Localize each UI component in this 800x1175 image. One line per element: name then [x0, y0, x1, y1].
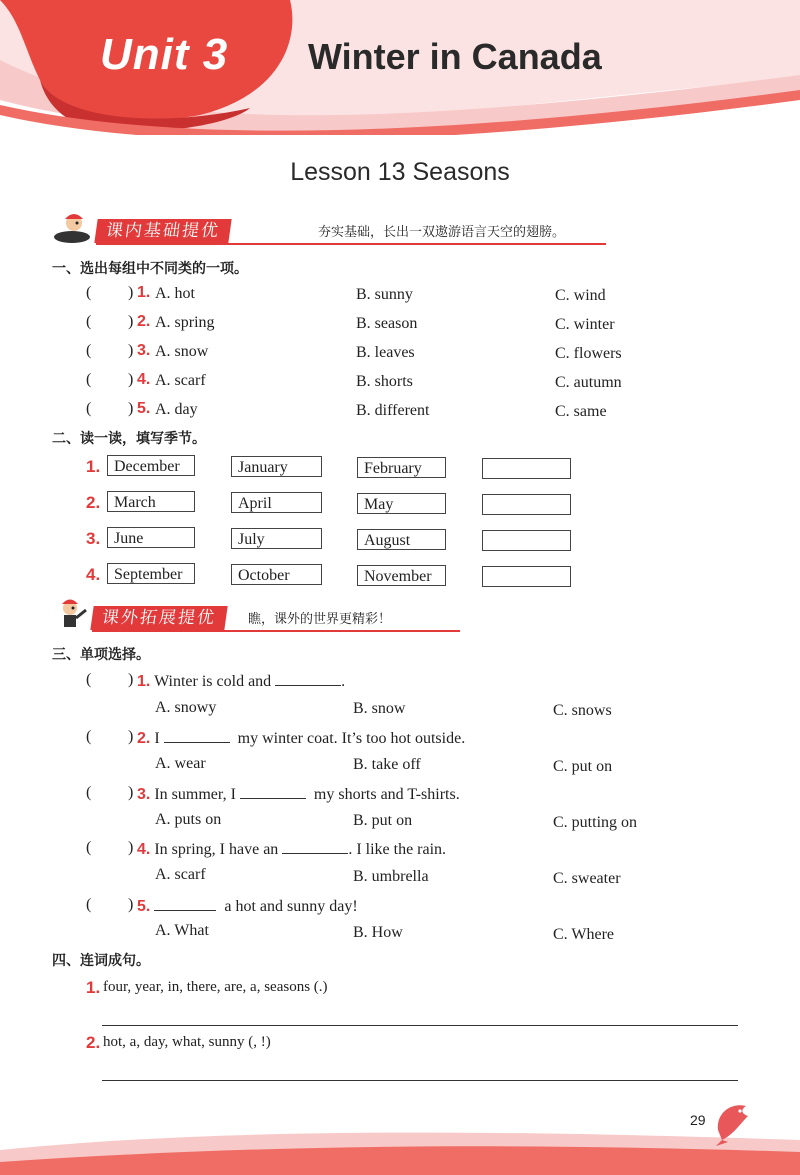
option-c: C. wind [555, 287, 606, 304]
banner-slogan: 瞧，课外的世界更精彩！ [248, 612, 392, 627]
banner-tag: 课外拓展提优 [90, 606, 227, 630]
option-c: C. put on [553, 758, 613, 775]
page-number: 29 [690, 1112, 706, 1128]
option-b: B. shorts [356, 373, 413, 390]
banner-slogan: 夯实基础，长出一双遨游语言天空的翅膀。 [318, 225, 566, 240]
option-b: B. snow [353, 700, 406, 717]
option-b: B. umbrella [353, 868, 429, 885]
part1-heading: 一、选出每组中不同类的一项。 [52, 261, 248, 277]
option-a: A. wear [155, 755, 206, 772]
option-a: A. What [155, 922, 209, 939]
dolphin-icon [712, 1100, 754, 1146]
option-c: C. Where [553, 926, 615, 943]
month-box: March [107, 491, 195, 512]
option-b: B. leaves [356, 344, 415, 361]
month-box: November [357, 565, 446, 586]
option-a: A. spring [155, 314, 215, 331]
month-box: August [357, 529, 446, 550]
section-banner-extended [52, 604, 412, 632]
option-c: C. sweater [553, 870, 621, 887]
option-b: B. put on [353, 812, 413, 829]
option-c: C. autumn [555, 374, 622, 391]
month-box: April [231, 492, 322, 513]
unit-title: Winter in Canada [308, 36, 602, 77]
season-answer-box[interactable] [482, 458, 571, 479]
season-answer-box[interactable] [482, 566, 571, 587]
lesson-title: Lesson 13 Seasons [290, 158, 510, 186]
mascot-icon [52, 598, 92, 632]
part4-heading: 四、连词成句。 [52, 953, 150, 969]
section-banner-basic [52, 217, 566, 245]
option-a: A. hot [155, 285, 195, 302]
option-c: C. flowers [555, 345, 622, 362]
banner-tag: 课内基础提优 [94, 219, 231, 243]
month-box: February [357, 457, 446, 478]
option-a: A. puts on [155, 811, 222, 828]
option-a: A. scarf [155, 866, 206, 883]
month-box: September [107, 563, 195, 584]
option-c: C. snows [553, 702, 612, 719]
option-a: A. scarf [155, 372, 206, 389]
month-box: May [357, 493, 446, 514]
season-answer-box[interactable] [482, 494, 571, 515]
option-b: B. sunny [356, 286, 413, 303]
unit-label: Unit 3 [100, 30, 229, 79]
answer-line[interactable] [102, 1025, 738, 1026]
season-answer-box[interactable] [482, 530, 571, 551]
month-box: June [107, 527, 195, 548]
option-c: C. same [555, 403, 607, 420]
answer-line[interactable] [102, 1080, 738, 1081]
part3-heading: 三、单项选择。 [52, 647, 150, 663]
option-b: B. take off [353, 756, 421, 773]
month-box: July [231, 528, 322, 549]
option-a: A. snowy [155, 699, 217, 716]
part2-heading: 二、读一读，填写季节。 [52, 431, 206, 447]
option-b: B. season [356, 315, 418, 332]
scrambled-words: hot, a, day, what, sunny (, !) [103, 1034, 271, 1050]
option-a: A. day [155, 401, 198, 418]
option-b: B. How [353, 924, 403, 941]
option-c: C. winter [555, 316, 615, 333]
option-c: C. putting on [553, 814, 638, 831]
scrambled-words: four, year, in, there, are, a, seasons (.) [103, 979, 328, 995]
footer-background [0, 1120, 800, 1175]
option-b: B. different [356, 402, 430, 419]
month-box: January [231, 456, 322, 477]
option-a: A. snow [155, 343, 209, 360]
month-box: December [107, 455, 195, 476]
mascot-icon [52, 211, 92, 245]
month-box: October [231, 564, 322, 585]
